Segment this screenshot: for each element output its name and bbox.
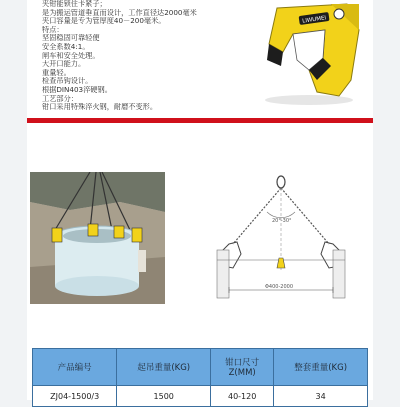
feature-line: 根据DIN403淬硬钢。 <box>42 85 112 94</box>
col-lift-weight: 起吊重量(KG) <box>117 349 211 386</box>
feature-line: 大开口能力。 <box>42 60 86 69</box>
lifting-diagram <box>193 172 369 304</box>
cell-lift-weight: 1500 <box>117 386 211 407</box>
application-photo <box>30 172 165 304</box>
cell-product-code: ZJ04-1500/3 <box>33 386 117 407</box>
spec-table <box>32 348 368 407</box>
angle-label: 20°-30° <box>272 218 292 224</box>
feature-line: 夹口容量是专为管厚度40－200毫米。 <box>42 17 166 26</box>
feature-line: 工艺部分： <box>42 94 78 103</box>
feature-line: 是为搬运管道垂直而设计，工作直径达2000毫米 <box>42 8 197 17</box>
feature-list <box>42 0 252 112</box>
feature-line: 安全系数4:1。 <box>42 42 90 51</box>
feature-line: 坚固稳固可靠轻便 <box>42 34 100 43</box>
section-divider <box>27 118 373 123</box>
col-jaw-size: 钳口尺寸 Z(MM) <box>211 349 274 386</box>
cell-set-weight: 34 <box>274 386 368 407</box>
col-product-code: 产品编号 <box>33 349 117 386</box>
clamp-product-photo <box>247 0 365 110</box>
feature-line: 钳口采用特殊淬火钢，耐磨不变形。 <box>42 103 158 112</box>
brand-logo: LIWUMEI <box>301 15 327 25</box>
col-set-weight: 整套重量(KG) <box>274 349 368 386</box>
feature-line: 特点： <box>42 25 64 34</box>
feature-line: 夹钳能锁住卡紧子； <box>42 0 107 8</box>
feature-line: 重量轻。 <box>42 68 71 77</box>
span-label: Φ400-2000 <box>265 284 294 290</box>
feature-line: 检查吊钩设计。 <box>42 77 93 86</box>
cell-jaw-size: 40-120 <box>211 386 274 407</box>
feature-line: 闸车和安全处理。 <box>42 51 100 60</box>
table-header-row <box>33 349 368 386</box>
table-row <box>33 386 368 407</box>
